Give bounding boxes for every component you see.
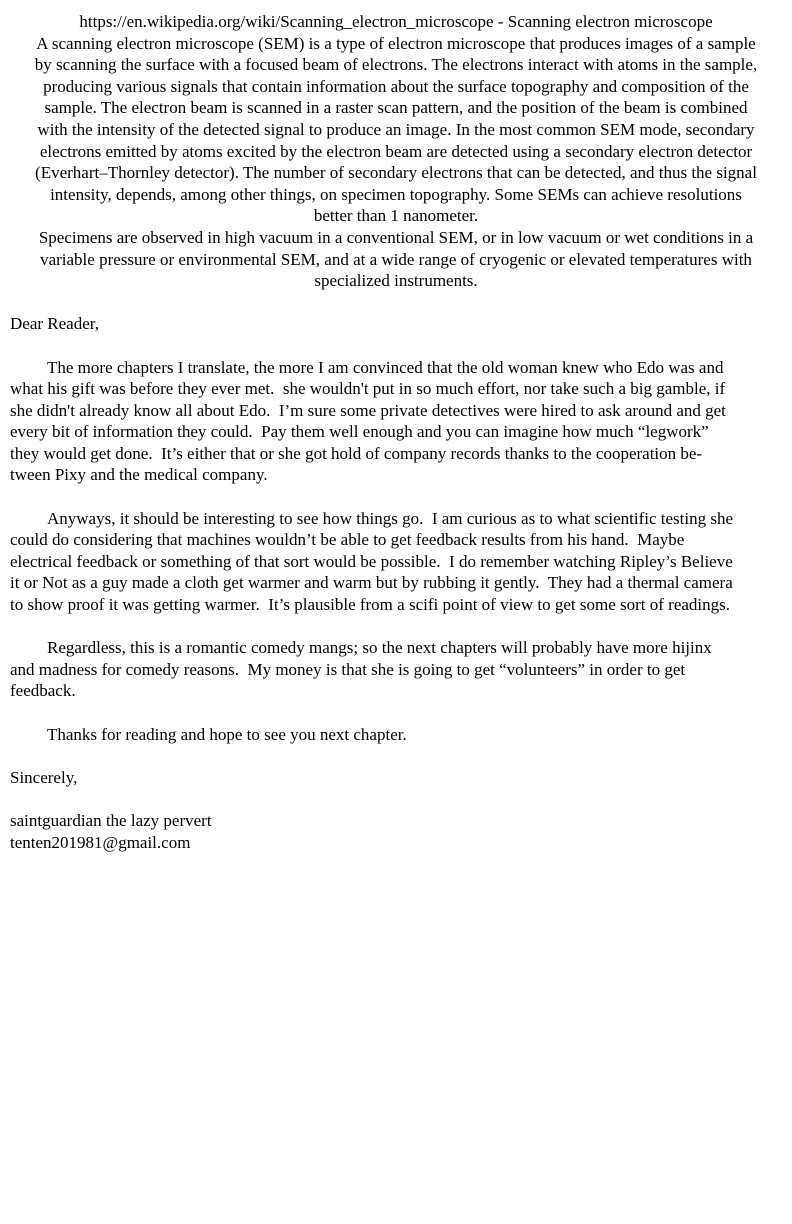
letter-paragraph-2 xyxy=(10,508,782,616)
signature-block xyxy=(10,810,782,853)
letter-paragraph-line: electrical feedback or something of that sort would be possible. I do remember watching Ripley’s Believe xyxy=(10,551,733,571)
wiki-excerpt-line: by scanning the surface with a focused beam of electrons. The electrons interact with atoms in the sample, xyxy=(34,55,758,75)
signature-email: tenten201981@gmail.com xyxy=(10,832,191,852)
wiki-excerpt-line: electrons emitted by atoms excited by the electron beam are detected using a secondary electron detector xyxy=(39,141,753,161)
wiki-excerpt-line: (Everhart–Thornley detector). The number of secondary electrons that can be detected, and thus the signal xyxy=(35,163,757,183)
letter-paragraph-line: and madness for comedy reasons. My money is that she is going to get “volunteers” in order to get xyxy=(10,659,686,679)
letter-paragraph-line: it or Not as a guy made a cloth get warmer and warm but by rubbing it gently. They had a thermal camera xyxy=(10,573,733,593)
wiki-excerpt-line: with the intensity of the detected signal to produce an image. In the most common SEM mode, secondary xyxy=(37,119,755,139)
signature-name: saintguardian the lazy pervert xyxy=(10,810,212,830)
wiki-excerpt xyxy=(10,11,782,292)
wiki-excerpt-line: Specimens are observed in high vacuum in a conventional SEM, or in low vacuum or wet conditions in a xyxy=(38,227,754,247)
letter-paragraph-line: every bit of information they could. Pay them well enough and you can imagine how much “legwork” xyxy=(10,422,709,442)
wiki-excerpt-line: variable pressure or environmental SEM, and at a wide range of cryogenic or elevated temperatures with xyxy=(40,249,752,269)
wiki-excerpt-line: https://en.wikipedia.org/wiki/Scanning_electron_microscope - Scanning electron microscope xyxy=(79,12,713,31)
letter-paragraph-line: Thanks for reading and hope to see you next chapter. xyxy=(47,724,407,744)
letter-paragraph-3 xyxy=(10,637,782,702)
letter-paragraph-line: feedback. xyxy=(10,681,76,701)
letter-paragraph-line: could do considering that machines wouldn’t be able to get feedback results from his hand. Maybe xyxy=(10,530,685,550)
letter-paragraph-4 xyxy=(10,724,782,746)
closing: Sincerely, xyxy=(10,767,78,787)
wiki-excerpt-line: sample. The electron beam is scanned in a raster scan pattern, and the position of the beam is combined xyxy=(44,98,748,118)
wiki-excerpt-line: better than 1 nanometer. xyxy=(313,206,479,226)
letter-paragraph-line: Regardless, this is a romantic comedy mangs; so the next chapters will probably have more hijinx xyxy=(47,638,712,658)
letter-paragraph-line: tween Pixy and the medical company. xyxy=(10,465,268,485)
letter-paragraph-line: to show proof it was getting warmer. It’s plausible from a scifi point of view to get some sort of readings. xyxy=(10,595,731,615)
letter-paragraph-line: The more chapters I translate, the more I am convinced that the old woman knew who Edo was and xyxy=(47,357,724,377)
letter-paragraph-1 xyxy=(10,357,782,487)
wiki-excerpt-line: A scanning electron microscope (SEM) is a type of electron microscope that produces images of a sample xyxy=(36,33,756,53)
wiki-excerpt-line: producing various signals that contain information about the surface topography and composition of the xyxy=(43,76,749,96)
letter-paragraph-line: she didn't already know all about Edo. I’m sure some private detectives were hired to ask around and get xyxy=(10,400,726,420)
letter-paragraph-line: Anyways, it should be interesting to see how things go. I am curious as to what scientific testing she xyxy=(47,508,734,528)
wiki-excerpt-line: specialized instruments. xyxy=(314,271,478,291)
letter-paragraph-line: what his gift was before they ever met. she wouldn't put in so much effort, nor take such a big gamble, if xyxy=(10,379,726,399)
wiki-excerpt-line: intensity, depends, among other things, on specimen topography. Some SEMs can achieve resolutions xyxy=(50,184,742,204)
salutation: Dear Reader, xyxy=(10,314,99,334)
letter-paragraph-line: they would get done. It’s either that or she got hold of company records thanks to the cooperation be- xyxy=(10,443,703,463)
